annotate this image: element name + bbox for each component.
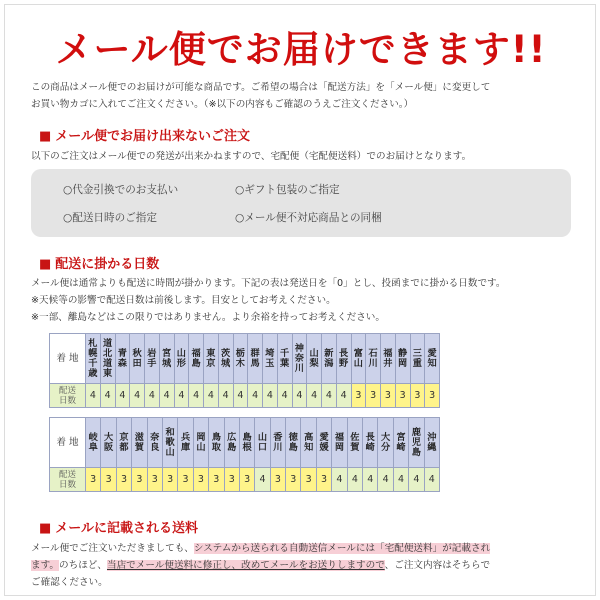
prefecture-cell: 広 島: [224, 418, 239, 468]
row-label-days: 配送 日数: [50, 384, 86, 408]
prefecture-cell: 長 崎: [363, 418, 378, 468]
restriction-gift: ○ギフト包装のご指定: [235, 184, 340, 196]
prefecture-cell: 道 北 道 東: [100, 334, 115, 384]
section-title-days: [39, 253, 159, 272]
prefecture-cell: 三 重: [410, 334, 425, 384]
shipping-text: のちほど、: [59, 560, 107, 571]
prefecture-cell: 山 口: [255, 418, 270, 468]
prefecture-cell: 大 分: [378, 418, 393, 468]
headline: メール便でお届けできます!!: [55, 28, 547, 71]
days-cell: 3: [425, 384, 440, 408]
section-title-shipping: [39, 517, 198, 536]
days-line-1: メール便は通常よりも配送に時間が掛かります。下記の表は発送日を「0」とし、投函までに掛かる日数です。: [31, 278, 506, 289]
restriction-cod: ○代金引換でのお支払い: [63, 184, 179, 196]
prefecture-cell: 高 知: [301, 418, 316, 468]
prefecture-cell: 神 奈 川: [292, 334, 307, 384]
shipping-text: メール便でご注文いただきましても、: [31, 543, 194, 554]
days-cell: 4: [174, 384, 189, 408]
days-cell: 4: [424, 468, 439, 492]
days-cell: 3: [132, 468, 147, 492]
days-cell: 3: [410, 384, 425, 408]
days-line-2: ※天候等の影響で配送日数は前後します。目安としてお考えください。: [31, 295, 336, 306]
days-cell: 3: [162, 468, 177, 492]
table-row-destination: [50, 334, 440, 384]
section-title-text: 配送に掛かる日数: [55, 257, 160, 272]
delivery-days-table-1: [49, 333, 440, 408]
intro-line-2: お買い物カゴに入れてご注文ください。（※以下の内容もご確認のうえご注文ください。）: [31, 99, 414, 110]
days-cell: 3: [86, 468, 101, 492]
days-cell: 4: [100, 384, 115, 408]
restriction-box: [31, 169, 571, 237]
days-cell: 4: [248, 384, 263, 408]
prefecture-cell: 茨 城: [218, 334, 233, 384]
days-cell: 4: [218, 384, 233, 408]
days-cell: 4: [145, 384, 160, 408]
days-cell: 4: [159, 384, 174, 408]
table-row-destination: [50, 418, 440, 468]
prefecture-cell: 新 潟: [322, 334, 337, 384]
days-cell: 3: [351, 384, 366, 408]
days-cell: 3: [116, 468, 131, 492]
days-cell: 4: [336, 384, 351, 408]
prefecture-cell: 富 山: [351, 334, 366, 384]
prefecture-cell: 滋 賀: [132, 418, 147, 468]
prefecture-cell: 札 幌 千 歳: [86, 334, 101, 384]
section-title-text: メールに記載される送料: [55, 521, 199, 536]
prefecture-cell: 大 阪: [101, 418, 116, 468]
table-row-days: [50, 384, 440, 408]
row-label-days: 配送 日数: [50, 468, 86, 492]
days-line-3: ※一部、離島などはこの限りではありません。より余裕を持ってお考えください。: [31, 312, 385, 323]
days-cell: 3: [239, 468, 254, 492]
prefecture-cell: 愛 知: [425, 334, 440, 384]
days-cell: 4: [307, 384, 322, 408]
shipping-line-3: ご確認ください。: [31, 577, 108, 588]
prefecture-cell: 福 島: [189, 334, 204, 384]
prefecture-cell: 栃 木: [233, 334, 248, 384]
prefecture-cell: 東 京: [204, 334, 219, 384]
days-cell: 4: [86, 384, 101, 408]
prefecture-cell: 山 梨: [307, 334, 322, 384]
days-cell: 4: [189, 384, 204, 408]
prefecture-cell: 愛 媛: [316, 418, 331, 468]
prefecture-cell: 長 野: [336, 334, 351, 384]
prefecture-cell: 鳥 取: [209, 418, 224, 468]
days-cell: 4: [292, 384, 307, 408]
prefecture-cell: 千 葉: [277, 334, 292, 384]
prefecture-cell: 鹿 児 島: [409, 418, 424, 468]
square-bullet-icon: ■: [39, 257, 52, 272]
restriction-bundle: ○メール便不対応商品との同梱: [235, 212, 382, 224]
days-cell: 4: [363, 468, 378, 492]
prefecture-cell: 島 根: [239, 418, 254, 468]
prefecture-cell: 岩 手: [145, 334, 160, 384]
days-cell: 4: [277, 384, 292, 408]
days-cell: 3: [178, 468, 193, 492]
prefecture-cell: 宮 崎: [393, 418, 408, 468]
prefecture-cell: 福 井: [381, 334, 396, 384]
section-title-text: メール便でお届け出来ないご注文: [55, 129, 251, 144]
square-bullet-icon: ■: [39, 129, 52, 144]
days-cell: 3: [270, 468, 285, 492]
prefecture-cell: 岡 山: [193, 418, 208, 468]
prefecture-cell: 秋 田: [130, 334, 145, 384]
days-cell: 4: [130, 384, 145, 408]
days-cell: 3: [147, 468, 162, 492]
days-cell: 3: [101, 468, 116, 492]
days-cell: 3: [301, 468, 316, 492]
shipping-highlight: システムから送られる自動送信メールには「宅配便送料」が記載され: [193, 543, 491, 554]
shipping-highlight: ます。: [31, 560, 60, 571]
prefecture-cell: 佐 賀: [347, 418, 362, 468]
prefecture-cell: 石 川: [366, 334, 381, 384]
shipping-text: 、ご注文内容はそちらで: [384, 560, 491, 571]
prefecture-cell: 青 森: [115, 334, 130, 384]
prefecture-cell: 静 岡: [395, 334, 410, 384]
days-cell: 4: [263, 384, 278, 408]
page-frame: [4, 4, 596, 596]
days-cell: 4: [204, 384, 219, 408]
days-cell: 4: [393, 468, 408, 492]
days-cell: 3: [286, 468, 301, 492]
days-cell: 3: [193, 468, 208, 492]
days-cell: 3: [381, 384, 396, 408]
shipping-line-1: [31, 540, 490, 557]
prefecture-cell: 沖 縄: [424, 418, 439, 468]
cannot-deliver-desc: 以下のご注文はメール便での発送が出来かねますので、宅配便（宅配便送料）でのお届けとなります。: [31, 151, 472, 162]
section-title-cannot-deliver: [39, 125, 250, 144]
prefecture-cell: 福 岡: [332, 418, 347, 468]
prefecture-cell: 宮 城: [159, 334, 174, 384]
table-row-days: [50, 468, 440, 492]
days-cell: 3: [209, 468, 224, 492]
prefecture-cell: 香 川: [270, 418, 285, 468]
days-cell: 4: [233, 384, 248, 408]
delivery-days-table-2: [49, 417, 440, 492]
days-cell: 3: [395, 384, 410, 408]
prefecture-cell: 埼 玉: [263, 334, 278, 384]
prefecture-cell: 群 馬: [248, 334, 263, 384]
row-label-destination: 着地: [50, 334, 86, 384]
square-bullet-icon: ■: [39, 521, 52, 536]
days-cell: 4: [332, 468, 347, 492]
days-cell: 4: [347, 468, 362, 492]
days-cell: 3: [316, 468, 331, 492]
prefecture-cell: 徳 島: [286, 418, 301, 468]
days-cell: 4: [378, 468, 393, 492]
prefecture-cell: 京 都: [116, 418, 131, 468]
prefecture-cell: 和 歌 山: [162, 418, 177, 468]
prefecture-cell: 奈 良: [147, 418, 162, 468]
days-cell: 4: [322, 384, 337, 408]
prefecture-cell: 岐 阜: [86, 418, 101, 468]
days-cell: 4: [409, 468, 424, 492]
prefecture-cell: 山 形: [174, 334, 189, 384]
shipping-highlight-underlined: 当店でメール便送料に修正し、改めてメールをお送りしますので: [106, 560, 385, 571]
row-label-destination: 着地: [50, 418, 86, 468]
shipping-line-2: [31, 557, 490, 574]
days-cell: 3: [366, 384, 381, 408]
intro-line-1: この商品はメール便でのお届けが可能な商品です。ご希望の場合は「配送方法」を「メール便」に変更して: [31, 82, 491, 93]
prefecture-cell: 兵 庫: [178, 418, 193, 468]
days-cell: 4: [255, 468, 270, 492]
days-cell: 4: [115, 384, 130, 408]
restriction-datetime: ○配送日時のご指定: [63, 212, 157, 224]
days-cell: 3: [224, 468, 239, 492]
